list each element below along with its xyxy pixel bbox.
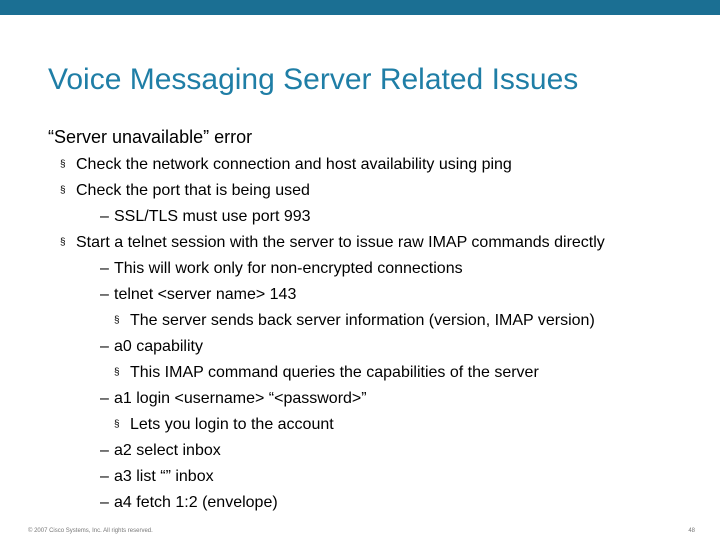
slide-title: Voice Messaging Server Related Issues xyxy=(48,63,579,96)
list-item-text: a1 login <username> “<password>” xyxy=(114,390,367,407)
list-item-text: telnet <server name> 143 xyxy=(114,286,297,303)
bullet-icon: § xyxy=(114,419,120,430)
list-item xyxy=(100,285,296,305)
list-item xyxy=(114,311,595,331)
dash-icon: – xyxy=(100,442,109,459)
dash-icon: – xyxy=(100,286,109,303)
list-item xyxy=(100,493,278,513)
list-item-text: a3 list “” inbox xyxy=(114,468,214,485)
list-item xyxy=(114,363,539,383)
list-item xyxy=(100,207,311,227)
top-accent-bar xyxy=(0,0,720,15)
list-item xyxy=(114,415,334,435)
dash-icon: – xyxy=(100,390,109,407)
list-item-text: Start a telnet session with the server to issue raw IMAP commands directly xyxy=(76,234,605,251)
list-item xyxy=(100,337,203,357)
list-item-text: Check the network connection and host availability using ping xyxy=(76,156,512,173)
bullet-icon: § xyxy=(60,185,66,196)
dash-icon: – xyxy=(100,260,109,277)
list-item xyxy=(100,389,367,409)
list-item xyxy=(100,441,221,461)
list-item-text: a0 capability xyxy=(114,338,203,355)
list-item xyxy=(60,155,512,175)
bullet-icon: § xyxy=(60,237,66,248)
page-number: 48 xyxy=(688,528,695,534)
list-item-text: a2 select inbox xyxy=(114,442,221,459)
list-item xyxy=(60,233,605,253)
dash-icon: – xyxy=(100,338,109,355)
dash-icon: – xyxy=(100,494,109,511)
list-item-text: SSL/TLS must use port 993 xyxy=(114,208,311,225)
list-item xyxy=(100,259,463,279)
list-item-text: This IMAP command queries the capabilities of the server xyxy=(130,364,539,381)
copyright-footer: © 2007 Cisco Systems, Inc. All rights reserved. xyxy=(28,528,153,534)
list-item-text: Lets you login to the account xyxy=(130,416,334,433)
dash-icon: – xyxy=(100,468,109,485)
dash-icon: – xyxy=(100,208,109,225)
list-item xyxy=(100,467,214,487)
list-item xyxy=(60,181,310,201)
body-heading: “Server unavailable” error xyxy=(48,127,253,147)
bullet-icon: § xyxy=(114,367,120,378)
list-item-text: Check the port that is being used xyxy=(76,182,310,199)
list-item-text: The server sends back server information (version, IMAP version) xyxy=(130,312,595,329)
bullet-icon: § xyxy=(60,159,66,170)
bullet-icon: § xyxy=(114,315,120,326)
list-item-text: a4 fetch 1:2 (envelope) xyxy=(114,494,278,511)
list-item-text: This will work only for non-encrypted connections xyxy=(114,260,463,277)
